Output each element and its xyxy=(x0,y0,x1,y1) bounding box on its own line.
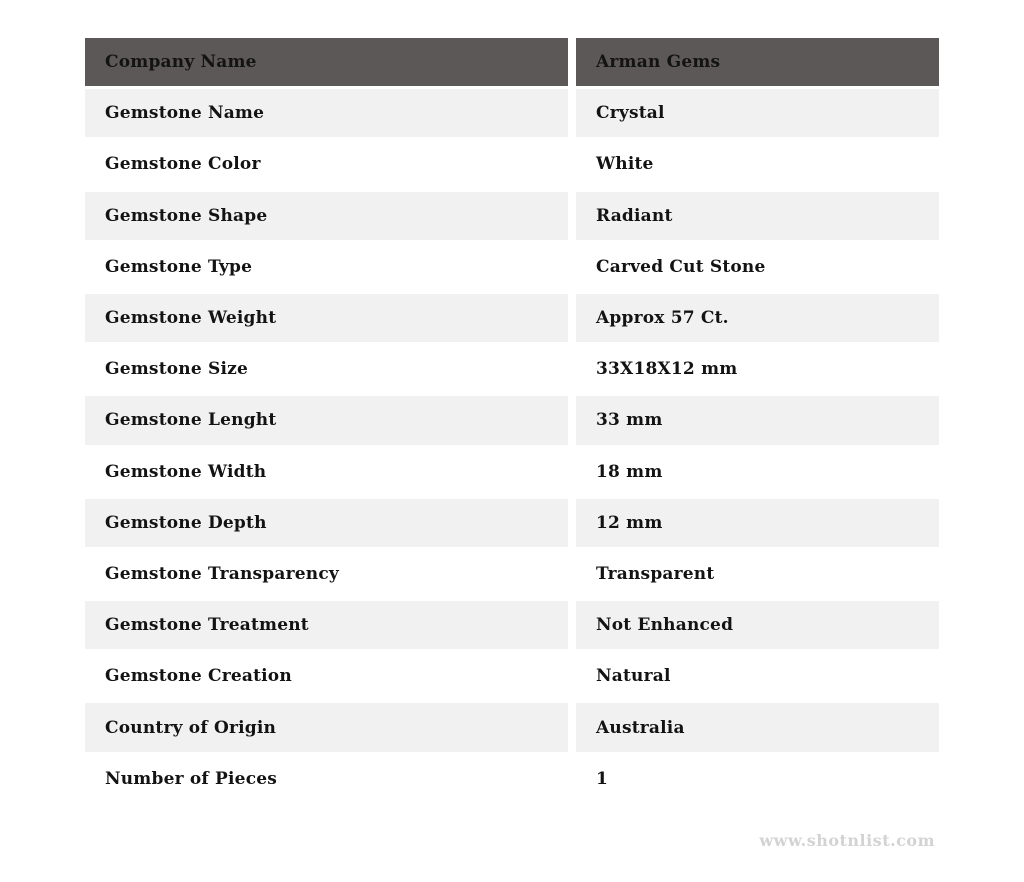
row-label: Gemstone Type xyxy=(85,243,576,291)
row-value: 33 mm xyxy=(576,396,939,444)
row-label: Gemstone Creation xyxy=(85,652,576,700)
table-row-gemstone-depth xyxy=(85,499,939,550)
row-value: Not Enhanced xyxy=(576,601,939,649)
row-label: Country of Origin xyxy=(85,703,576,751)
table-row-gemstone-name xyxy=(85,89,939,140)
watermark-url: www.shotnlist.com xyxy=(759,831,935,850)
row-value: Crystal xyxy=(576,89,939,137)
row-value: Carved Cut Stone xyxy=(576,243,939,291)
table-row-country-of-origin xyxy=(85,703,939,754)
table-row-number-of-pieces xyxy=(85,755,939,806)
row-label: Gemstone Size xyxy=(85,345,576,393)
row-value: Natural xyxy=(576,652,939,700)
row-label: Number of Pieces xyxy=(85,755,576,803)
row-value: 1 xyxy=(576,755,939,803)
row-value: White xyxy=(576,140,939,188)
row-label: Gemstone Lenght xyxy=(85,396,576,444)
row-label: Gemstone Name xyxy=(85,89,576,137)
row-label: Gemstone Color xyxy=(85,140,576,188)
table-row-gemstone-width xyxy=(85,448,939,499)
row-value: Australia xyxy=(576,703,939,751)
row-value: Radiant xyxy=(576,192,939,240)
row-value: 12 mm xyxy=(576,499,939,547)
table-row-gemstone-color xyxy=(85,140,939,191)
row-value: Transparent xyxy=(576,550,939,598)
table-row-gemstone-type xyxy=(85,243,939,294)
row-label: Gemstone Weight xyxy=(85,294,576,342)
table-row-gemstone-creation xyxy=(85,652,939,703)
row-label: Gemstone Transparency xyxy=(85,550,576,598)
row-value: 33X18X12 mm xyxy=(576,345,939,393)
table-header-row xyxy=(85,38,939,89)
row-label: Gemstone Width xyxy=(85,448,576,496)
row-value: Approx 57 Ct. xyxy=(576,294,939,342)
row-label: Gemstone Shape xyxy=(85,192,576,240)
table-row-gemstone-lenght xyxy=(85,396,939,447)
header-company-value-cell: Arman Gems xyxy=(576,38,939,86)
row-label: Gemstone Treatment xyxy=(85,601,576,649)
table-row-gemstone-transparency xyxy=(85,550,939,601)
table-row-gemstone-treatment xyxy=(85,601,939,652)
table-row-gemstone-size xyxy=(85,345,939,396)
row-label: Gemstone Depth xyxy=(85,499,576,547)
table-row-gemstone-weight xyxy=(85,294,939,345)
header-company-name-cell: Company Name xyxy=(85,38,576,86)
gemstone-spec-table xyxy=(85,38,939,806)
row-value: 18 mm xyxy=(576,448,939,496)
table-row-gemstone-shape xyxy=(85,192,939,243)
